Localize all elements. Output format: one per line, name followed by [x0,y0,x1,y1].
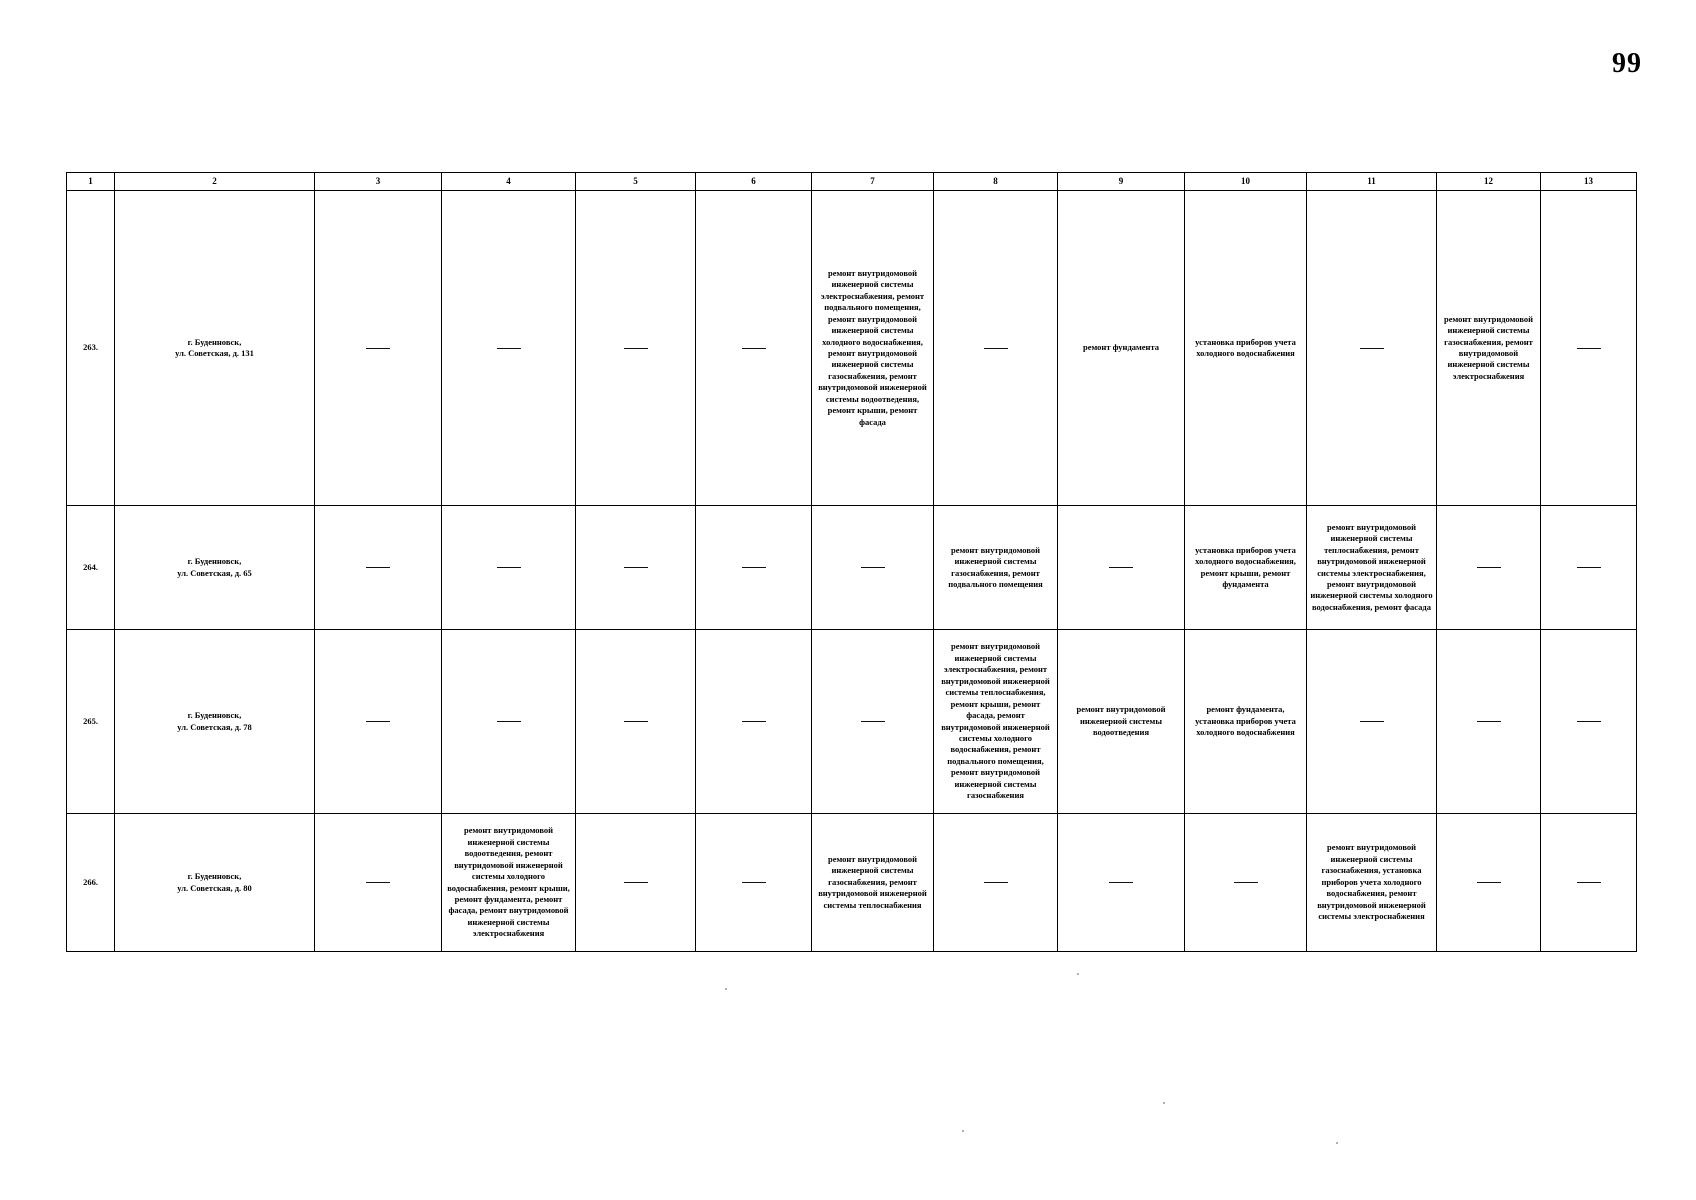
cell-col-5 [576,630,696,814]
cell-col-11: ремонт внутридомовой инженерной системы газоснабжения, установка приборов учета холодного водоснабжения, ремонт внутридомовой инженерной системы электроснабжения [1307,814,1437,952]
empty-dash [742,567,766,568]
cell-col-3 [315,630,442,814]
empty-dash [1109,567,1133,568]
cell-col-11 [1307,630,1437,814]
empty-dash [366,567,390,568]
cell-col-7: ремонт внутридомовой инженерной системы газоснабжения, ремонт внутридомовой инженерной системы теплоснабжения [812,814,934,952]
empty-dash [497,721,521,722]
cell-col-8: ремонт внутридомовой инженерной системы газоснабжения, ремонт подвального помещения [934,506,1058,630]
column-header: 9 [1058,173,1185,191]
cell-col-8: ремонт внутридомовой инженерной системы электроснабжения, ремонт внутридомовой инженерной системы теплоснабжения, ремонт крыши, ремонт фасада, ремонт внутридомовой инженерной системы холодного водоснабжения, ремонт подвального помещения, ремонт внутридомовой инженерной системы газоснабжения [934,630,1058,814]
scan-speck [725,988,727,990]
cell-col-11 [1307,191,1437,506]
empty-dash [861,721,885,722]
column-header: 1 [67,173,115,191]
cell-col-5 [576,191,696,506]
address-street: ул. Советская, д. 80 [177,882,252,893]
cell-col-7 [812,630,934,814]
cell-col-12 [1437,814,1541,952]
cell-col-8 [934,191,1058,506]
cell-col-6 [696,191,812,506]
cell-col-13 [1541,506,1637,630]
empty-dash [497,348,521,349]
cell-col-4 [442,506,576,630]
empty-dash [742,721,766,722]
empty-dash [984,882,1008,883]
address-cell [115,814,315,952]
empty-dash [1477,721,1501,722]
empty-dash [742,348,766,349]
table-row [67,630,1637,814]
scan-speck [1077,973,1079,975]
column-number-header-row [67,173,1637,191]
address-street: ул. Советская, д. 131 [175,348,254,358]
cell-col-12: ремонт внутридомовой инженерной системы газоснабжения, ремонт внутридомовой инженерной системы электроснабжения [1437,191,1541,506]
empty-dash [1577,721,1601,722]
address-street: ул. Советская, д. 78 [177,721,252,732]
row-number: 266. [67,814,115,952]
cell-col-4: ремонт внутридомовой инженерной системы водоотведения, ремонт внутридомовой инженерной системы холодного водоснабжения, ремонт крыши, ремонт фундамента, ремонт фасада, ремонт внутридомовой инженерной системы электроснабжения [442,814,576,952]
address-street: ул. Советская, д. 65 [177,567,252,578]
cell-col-6 [696,630,812,814]
row-number: 265. [67,630,115,814]
empty-dash [1477,567,1501,568]
empty-dash [366,348,390,349]
cell-col-3 [315,191,442,506]
cell-col-9: ремонт внутридомовой инженерной системы водоотведения [1058,630,1185,814]
empty-dash [1360,721,1384,722]
empty-dash [1577,348,1601,349]
empty-dash [742,882,766,883]
cell-col-8 [934,814,1058,952]
empty-dash [624,567,648,568]
empty-dash [624,348,648,349]
cell-col-10: установка приборов учета холодного водоснабжения, ремонт крыши, ремонт фундамента [1185,506,1307,630]
row-number: 263. [67,191,115,506]
column-header: 3 [315,173,442,191]
address-city: г. Буденновск, [187,336,242,347]
empty-dash [1477,882,1501,883]
cell-col-6 [696,814,812,952]
column-header: 5 [576,173,696,191]
cell-col-13 [1541,814,1637,952]
cell-col-11: ремонт внутридомовой инженерной системы теплоснабжения, ремонт внутридомовой инженерной системы электроснабжения, ремонт внутридомовой инженерной системы холодного водоснабжения, ремонт фасада [1307,506,1437,630]
column-header: 10 [1185,173,1307,191]
cell-col-12 [1437,506,1541,630]
address-cell [115,506,315,630]
column-header: 2 [115,173,315,191]
table-row [67,814,1637,952]
row-number: 264. [67,506,115,630]
address-city: г. Буденновск, [187,871,242,882]
address-city: г. Буденновск, [187,710,242,721]
table-row [67,191,1637,506]
empty-dash [861,567,885,568]
cell-col-13 [1541,630,1637,814]
column-header: 7 [812,173,934,191]
cell-col-9 [1058,814,1185,952]
cell-col-12 [1437,630,1541,814]
cell-col-4 [442,191,576,506]
cell-col-10 [1185,814,1307,952]
column-header: 6 [696,173,812,191]
empty-dash [1577,882,1601,883]
repair-schedule-table [66,172,1637,952]
cell-col-6 [696,506,812,630]
empty-dash [1234,882,1258,883]
cell-col-4 [442,630,576,814]
cell-col-7: ремонт внутридомовой инженерной системы электроснабжения, ремонт подвального помещения, ремонт внутридомовой инженерной системы холодного водоснабжения, ремонт внутридомовой инженерной системы газоснабжения, ремонт внутридомовой инженерной системы водоотведения, ремонт крыши, ремонт фасада [812,191,934,506]
column-header: 13 [1541,173,1637,191]
cell-col-9 [1058,506,1185,630]
cell-col-3 [315,506,442,630]
empty-dash [1360,348,1384,349]
cell-col-10: ремонт фундамента, установка приборов учета холодного водоснабжения [1185,630,1307,814]
cell-col-7 [812,506,934,630]
scan-speck [1336,1142,1338,1144]
empty-dash [497,567,521,568]
scan-speck [962,1130,964,1132]
scan-speck [1163,1102,1165,1104]
cell-col-5 [576,506,696,630]
page-number: 99 [1612,48,1642,79]
column-header: 11 [1307,173,1437,191]
address-cell [115,630,315,814]
column-header: 12 [1437,173,1541,191]
empty-dash [984,348,1008,349]
empty-dash [624,882,648,883]
column-header: 4 [442,173,576,191]
cell-col-10: установка приборов учета холодного водоснабжения [1185,191,1307,506]
empty-dash [1577,567,1601,568]
empty-dash [366,882,390,883]
cell-col-3 [315,814,442,952]
empty-dash [366,721,390,722]
cell-col-9: ремонт фундамента [1058,191,1185,506]
table-body [67,173,1637,952]
empty-dash [624,721,648,722]
cell-col-5 [576,814,696,952]
empty-dash [1109,882,1133,883]
cell-col-13 [1541,191,1637,506]
address-cell [115,191,315,506]
column-header: 8 [934,173,1058,191]
table-row [67,506,1637,630]
address-city: г. Буденновск, [187,556,242,567]
